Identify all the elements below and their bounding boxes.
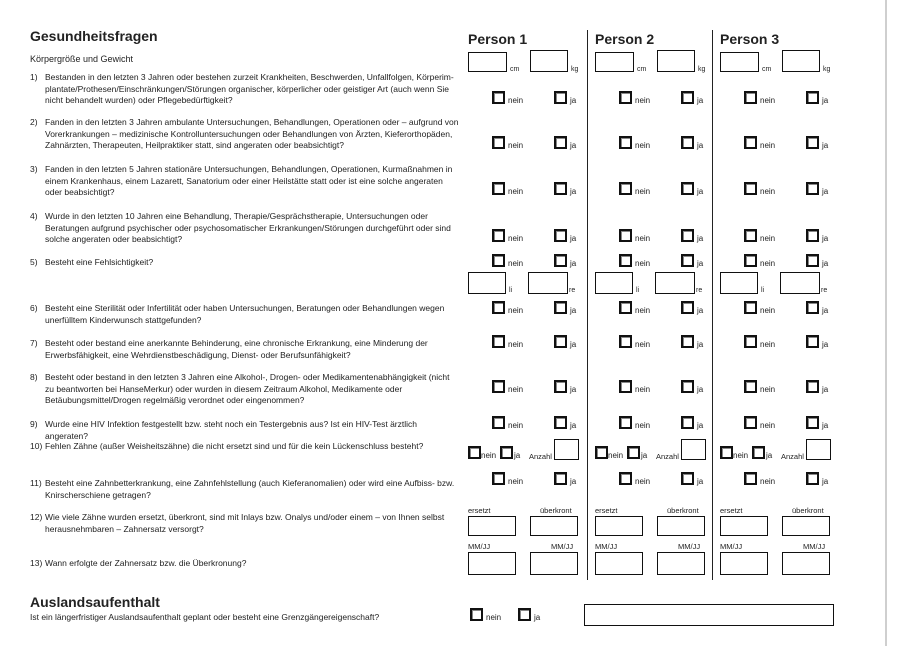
person-3-ueberkront-field[interactable] <box>782 516 830 536</box>
person-1-ersetzt-field[interactable] <box>468 516 516 536</box>
person-3-row-10-nein-label: nein <box>760 477 776 486</box>
person-1-li-unit: li <box>509 287 513 294</box>
question-number: 7) <box>30 338 38 348</box>
person-1-row-2-ja-checkbox[interactable] <box>554 136 567 149</box>
person-1-row-3-nein-checkbox[interactable] <box>492 182 505 195</box>
abroad-details-field[interactable] <box>584 604 834 626</box>
person-1-anzahl-label: Anzahl <box>529 452 552 461</box>
person-1-row-1-nein-checkbox[interactable] <box>492 91 505 104</box>
question-text: Besteht eine Fehlsichtigkeit? <box>45 257 154 267</box>
person-3-row-10-ja-label: ja <box>822 477 829 486</box>
person-3-row-8-nein-checkbox[interactable] <box>744 380 757 393</box>
person-1-ueberkront-label: überkront <box>540 506 572 515</box>
person-2-row-4-nein-checkbox[interactable] <box>619 229 632 242</box>
person-1-row-5-nein-label: nein <box>508 259 524 268</box>
person-2-cm-unit: cm <box>637 66 647 73</box>
person-3-li-unit: li <box>761 287 765 294</box>
person-2-row-8-ja-checkbox[interactable] <box>681 380 694 393</box>
person-1-cm-unit: cm <box>510 66 520 73</box>
person-3-row-3-nein-checkbox[interactable] <box>744 182 757 195</box>
person-1-row-1-nein-label: nein <box>508 96 524 105</box>
person-3-height-field[interactable] <box>720 52 759 72</box>
person-1-row-1-ja-label: ja <box>570 96 577 105</box>
person-1-teeth-ja-label: ja <box>514 451 521 460</box>
person-2-teeth-nein-checkbox[interactable] <box>595 446 608 459</box>
person-1-height-field[interactable] <box>468 52 507 72</box>
person-1-mmjj-label-left: MM/JJ <box>468 542 491 551</box>
person-3-row-10-nein-checkbox[interactable] <box>744 472 757 485</box>
person-2-row-6-ja-label: ja <box>697 306 704 315</box>
person-3-cm-unit: cm <box>762 66 772 73</box>
person-2-row-10-nein-label: nein <box>635 477 651 486</box>
person-1-anzahl-field[interactable] <box>554 439 579 460</box>
person-3-row-5-nein-checkbox[interactable] <box>744 254 757 267</box>
question-number: 3) <box>30 164 38 174</box>
person-2-row-7-nein-checkbox[interactable] <box>619 335 632 348</box>
question-text: Wann erfolgte der Zahnersatz bzw. die Überkronung? <box>45 558 247 568</box>
person-1-eye-left-field[interactable] <box>468 272 506 294</box>
person-2-row-1-ja-checkbox[interactable] <box>681 91 694 104</box>
question-text: Besteht oder bestand eine anerkannte Behinderung, eine chronische Erkrankung, eine Minderung der Erwerbsfähigkeit, eine Wehrdienstbeschädigung, Dienst- oder Berufsunfähigkeit? <box>45 338 428 360</box>
question-text: Bestanden in den letzten 3 Jahren oder bestehen zurzeit Krankheiten, Beschwerden, Unfallfolgen, Körperim-plantate/Prothesen/Einschränkungen/Störungen organischer, körperlicher oder geistiger Art (auch wenn Sie nicht behandelt wurden) oder Pflegebedürftigkeit? <box>45 72 454 105</box>
person-3-teeth-nein-label: nein <box>733 451 749 460</box>
person-2-row-3-ja-label: ja <box>697 187 704 196</box>
person-1-row-4-nein-checkbox[interactable] <box>492 229 505 242</box>
question-number: 12) <box>30 512 43 522</box>
person-3-date-right-field[interactable] <box>782 552 830 575</box>
page-edge <box>885 0 887 646</box>
person-3-row-9-nein-checkbox[interactable] <box>744 416 757 429</box>
person-2-row-9-ja-checkbox[interactable] <box>681 416 694 429</box>
person-1-row-7-ja-label: ja <box>570 340 577 349</box>
person-1-row-8-ja-label: ja <box>570 385 577 394</box>
question-text: Besteht oder bestand in den letzten 3 Jahren eine Alkohol-, Drogen- oder Medikamentenabhängigkeit (nicht zu beantworten bei HanseMerkur) oder wurden in diesem Zeitraum Alkohol, Medikamente oder Betäubungsmittel/Drogen regelmäßig verordnet oder eingenommen? <box>45 372 450 405</box>
person-1-row-6-nein-label: nein <box>508 306 524 315</box>
person-3-row-7-ja-label: ja <box>822 340 829 349</box>
person-2-row-9-nein-label: nein <box>635 421 651 430</box>
person-1-mmjj-label-right: MM/JJ <box>551 542 574 551</box>
question-text: Wie viele Zähne wurden ersetzt, überkront, sind mit Inlays bzw. Onalys und/oder einem – von Ihnen selbst herausnehmbaren – Zahnersatz versorgt? <box>45 512 445 534</box>
person-3-row-1-ja-checkbox[interactable] <box>806 91 819 104</box>
question-number: 13) <box>30 558 43 568</box>
person-2-row-6-nein-label: nein <box>635 306 651 315</box>
person-3-row-6-nein-label: nein <box>760 306 776 315</box>
person-2-row-10-ja-checkbox[interactable] <box>681 472 694 485</box>
person-1-row-7-nein-label: nein <box>508 340 524 349</box>
person-3-ersetzt-label: ersetzt <box>720 506 743 515</box>
person-3-re-unit: re <box>821 287 828 294</box>
person-1-row-4-nein-label: nein <box>508 234 524 243</box>
person-3-teeth-ja-checkbox[interactable] <box>752 446 765 459</box>
person-3-row-5-nein-label: nein <box>760 259 776 268</box>
abroad-question: Ist ein längerfristiger Auslandsaufenthalt geplant oder besteht eine Grenzgängereigenschaft? <box>30 612 380 622</box>
person-2-li-unit: li <box>636 287 640 294</box>
question-text: Fanden in den letzten 5 Jahren stationäre Untersuchungen, Behandlungen, Operationen, Kurmaßnahmen in einem Krankenhaus, einem Lazarett, Sanatorium oder einer Heilstätte statt oder ist eine solche angeraten oder beabsichtigt? <box>45 164 453 197</box>
abroad-nein-checkbox[interactable] <box>470 608 483 621</box>
question-text: Wurde eine HIV Infektion festgestellt bzw. steht noch ein Testergebnis aus? Ist ein HIV-Test ärztlich angeraten? <box>45 419 417 441</box>
person-2-ersetzt-label: ersetzt <box>595 506 618 515</box>
abroad-nein-label: nein <box>486 613 502 622</box>
person-1-row-1-ja-checkbox[interactable] <box>554 91 567 104</box>
person-3-row-3-ja-label: ja <box>822 187 829 196</box>
question-number: 1) <box>30 72 38 82</box>
person-2-row-5-nein-checkbox[interactable] <box>619 254 632 267</box>
person-1-row-8-nein-label: nein <box>508 385 524 394</box>
person-2-row-8-nein-checkbox[interactable] <box>619 380 632 393</box>
person-1-row-9-ja-label: ja <box>570 421 577 430</box>
person-2-kg-unit: kg <box>698 66 706 73</box>
person-2-teeth-ja-checkbox[interactable] <box>627 446 640 459</box>
person-1-row-2-ja-label: ja <box>570 141 577 150</box>
person-2-row-2-nein-label: nein <box>635 141 651 150</box>
person-3-mmjj-label-left: MM/JJ <box>720 542 743 551</box>
person-3-row-6-nein-checkbox[interactable] <box>744 301 757 314</box>
person-2-row-2-nein-checkbox[interactable] <box>619 136 632 149</box>
person-3-row-7-ja-checkbox[interactable] <box>806 335 819 348</box>
person-2-row-9-nein-checkbox[interactable] <box>619 416 632 429</box>
person-3-mmjj-label-right: MM/JJ <box>803 542 826 551</box>
person-3-ueberkront-label: überkront <box>792 506 824 515</box>
person-2-eye-left-field[interactable] <box>595 272 633 294</box>
person-2-row-7-ja-label: ja <box>697 340 704 349</box>
person-1-teeth-ja-checkbox[interactable] <box>500 446 513 459</box>
question-text: Wurde in den letzten 10 Jahren eine Behandlung, Therapie/Gesprächstherapie, Untersuchungen oder Beratungen aufgrund psychischer oder psychosomatischer Erkrankungen/Störungen durchgeführt oder sind solche angeraten oder beabsichtigt? <box>45 211 451 244</box>
person-2-row-1-nein-checkbox[interactable] <box>619 91 632 104</box>
person-1-row-6-ja-label: ja <box>570 306 577 315</box>
person-1-row-5-nein-checkbox[interactable] <box>492 254 505 267</box>
person-3-row-1-nein-checkbox[interactable] <box>744 91 757 104</box>
person-2-height-field[interactable] <box>595 52 634 72</box>
person-1-row-8-ja-checkbox[interactable] <box>554 380 567 393</box>
question-text: Besteht eine Zahnbetterkrankung, eine Zahnfehlstellung (auch Kieferanomalien) oder wird eine Aufbiss- bzw. Knirscherschiene getragen? <box>45 478 455 500</box>
person-2-ueberkront-label: überkront <box>667 506 699 515</box>
person-1-re-unit: re <box>569 287 576 294</box>
person-2-teeth-nein-label: nein <box>608 451 624 460</box>
person-2-row-4-ja-checkbox[interactable] <box>681 229 694 242</box>
person-3-kg-unit: kg <box>823 66 831 73</box>
person-3-row-2-ja-checkbox[interactable] <box>806 136 819 149</box>
person-1-eye-right-field[interactable] <box>528 272 568 294</box>
person-1-weight-field[interactable] <box>530 50 568 72</box>
person-1-row-2-nein-checkbox[interactable] <box>492 136 505 149</box>
question-number: 2) <box>30 117 38 127</box>
person-2-row-7-ja-checkbox[interactable] <box>681 335 694 348</box>
person-2-ersetzt-field[interactable] <box>595 516 643 536</box>
person-2-date-right-field[interactable] <box>657 552 705 575</box>
person-3-row-2-ja-label: ja <box>822 141 829 150</box>
abroad-ja-label: ja <box>534 613 541 622</box>
person-3-date-left-field[interactable] <box>720 552 768 575</box>
abroad-ja-checkbox[interactable] <box>518 608 531 621</box>
person-3-row-5-ja-checkbox[interactable] <box>806 254 819 267</box>
person-2-row-8-nein-label: nein <box>635 385 651 394</box>
person-2-row-3-ja-checkbox[interactable] <box>681 182 694 195</box>
person-1-header: Person 1 <box>468 31 528 47</box>
person-1-row-2-nein-label: nein <box>508 141 524 150</box>
person-1-row-10-nein-checkbox[interactable] <box>492 472 505 485</box>
abroad-title: Auslandsaufenthalt <box>30 594 160 610</box>
person-3-row-1-ja-label: ja <box>822 96 829 105</box>
person-2-ueberkront-field[interactable] <box>657 516 705 536</box>
person-2-row-3-nein-checkbox[interactable] <box>619 182 632 195</box>
person-1-date-right-field[interactable] <box>530 552 578 575</box>
person-2-re-unit: re <box>696 287 703 294</box>
column-divider <box>587 30 588 580</box>
person-1-teeth-nein-label: nein <box>481 451 497 460</box>
person-3-row-2-nein-label: nein <box>760 141 776 150</box>
person-3-row-7-nein-label: nein <box>760 340 776 349</box>
question-number: 11) <box>30 478 42 488</box>
person-2-row-2-ja-checkbox[interactable] <box>681 136 694 149</box>
person-3-row-9-ja-checkbox[interactable] <box>806 416 819 429</box>
person-1-teeth-nein-checkbox[interactable] <box>468 446 481 459</box>
person-3-row-4-ja-label: ja <box>822 234 829 243</box>
person-2-header: Person 2 <box>595 31 655 47</box>
person-3-row-8-nein-label: nein <box>760 385 776 394</box>
person-1-row-3-nein-label: nein <box>508 187 524 196</box>
person-1-row-3-ja-label: ja <box>570 187 577 196</box>
person-3-row-6-ja-checkbox[interactable] <box>806 301 819 314</box>
question-text: Fehlen Zähne (außer Weisheitszähne) die nicht ersetzt sind und für die kein Lückenschluss besteht? <box>45 441 424 451</box>
person-1-row-7-ja-checkbox[interactable] <box>554 335 567 348</box>
person-3-weight-field[interactable] <box>782 50 820 72</box>
person-3-row-10-ja-checkbox[interactable] <box>806 472 819 485</box>
person-3-row-7-nein-checkbox[interactable] <box>744 335 757 348</box>
person-3-anzahl-field[interactable] <box>806 439 831 460</box>
person-3-teeth-nein-checkbox[interactable] <box>720 446 733 459</box>
person-3-row-1-nein-label: nein <box>760 96 776 105</box>
person-1-row-4-ja-checkbox[interactable] <box>554 229 567 242</box>
person-2-row-2-ja-label: ja <box>697 141 704 150</box>
height-weight-label: Körpergröße und Gewicht <box>30 54 134 64</box>
person-1-row-8-nein-checkbox[interactable] <box>492 380 505 393</box>
question-number: 9) <box>30 419 38 429</box>
person-3-teeth-ja-label: ja <box>766 451 773 460</box>
person-2-row-4-nein-label: nein <box>635 234 651 243</box>
question-text: Besteht eine Sterilität oder Infertilität oder haben Untersuchungen, Beratungen oder Behandlungen wegen unerfülltem Kinderwunsch stattgefunden? <box>45 303 445 325</box>
person-1-row-10-ja-label: ja <box>570 477 577 486</box>
column-divider <box>712 30 713 580</box>
question-number: 10) <box>30 441 43 451</box>
person-2-weight-field[interactable] <box>657 50 695 72</box>
person-1-row-10-nein-label: nein <box>508 477 524 486</box>
person-2-row-5-nein-label: nein <box>635 259 651 268</box>
question-text: Fanden in den letzten 3 Jahren ambulante Untersuchungen, Behandlungen, Operationen oder – aufgrund von Vorerkrankungen – medizinische Kontrolluntersuchungen oder Behandlungen von Ärzten, Kieferorthopäden, Zahnärzten, Therapeuten, Heilpraktiker statt, sind angeraten oder beabsichtigt? <box>45 117 459 150</box>
person-1-kg-unit: kg <box>571 66 579 73</box>
person-2-row-1-ja-label: ja <box>697 96 704 105</box>
person-1-row-10-ja-checkbox[interactable] <box>554 472 567 485</box>
person-3-row-9-nein-label: nein <box>760 421 776 430</box>
person-3-row-6-ja-label: ja <box>822 306 829 315</box>
person-2-anzahl-field[interactable] <box>681 439 706 460</box>
person-2-row-9-ja-label: ja <box>697 421 704 430</box>
question-number: 6) <box>30 303 38 313</box>
person-1-row-7-nein-checkbox[interactable] <box>492 335 505 348</box>
person-3-row-2-nein-checkbox[interactable] <box>744 136 757 149</box>
person-3-row-3-nein-label: nein <box>760 187 776 196</box>
person-3-row-4-nein-checkbox[interactable] <box>744 229 757 242</box>
person-2-teeth-ja-label: ja <box>641 451 648 460</box>
person-2-row-10-ja-label: ja <box>697 477 704 486</box>
person-3-anzahl-label: Anzahl <box>781 452 804 461</box>
person-1-date-left-field[interactable] <box>468 552 516 575</box>
person-2-row-3-nein-label: nein <box>635 187 651 196</box>
person-3-eye-right-field[interactable] <box>780 272 820 294</box>
person-3-row-9-ja-label: ja <box>822 421 829 430</box>
person-3-row-4-nein-label: nein <box>760 234 776 243</box>
person-1-row-9-ja-checkbox[interactable] <box>554 416 567 429</box>
person-1-row-6-nein-checkbox[interactable] <box>492 301 505 314</box>
person-1-row-5-ja-checkbox[interactable] <box>554 254 567 267</box>
person-1-ersetzt-label: ersetzt <box>468 506 491 515</box>
person-3-row-4-ja-checkbox[interactable] <box>806 229 819 242</box>
person-2-anzahl-label: Anzahl <box>656 452 679 461</box>
person-2-row-8-ja-label: ja <box>697 385 704 394</box>
person-1-row-3-ja-checkbox[interactable] <box>554 182 567 195</box>
person-1-row-4-ja-label: ja <box>570 234 577 243</box>
person-3-header: Person 3 <box>720 31 780 47</box>
person-3-row-8-ja-label: ja <box>822 385 829 394</box>
person-3-eye-left-field[interactable] <box>720 272 758 294</box>
person-2-row-6-ja-checkbox[interactable] <box>681 301 694 314</box>
person-1-row-6-ja-checkbox[interactable] <box>554 301 567 314</box>
person-2-row-1-nein-label: nein <box>635 96 651 105</box>
person-3-row-8-ja-checkbox[interactable] <box>806 380 819 393</box>
person-2-mmjj-label-right: MM/JJ <box>678 542 701 551</box>
person-2-row-7-nein-label: nein <box>635 340 651 349</box>
person-2-eye-right-field[interactable] <box>655 272 695 294</box>
person-2-mmjj-label-left: MM/JJ <box>595 542 618 551</box>
question-number: 5) <box>30 257 38 267</box>
question-number: 8) <box>30 372 38 382</box>
person-3-row-5-ja-label: ja <box>822 259 829 268</box>
person-2-row-4-ja-label: ja <box>697 234 704 243</box>
person-1-ueberkront-field[interactable] <box>530 516 578 536</box>
person-1-row-9-nein-label: nein <box>508 421 524 430</box>
person-2-row-6-nein-checkbox[interactable] <box>619 301 632 314</box>
person-2-row-10-nein-checkbox[interactable] <box>619 472 632 485</box>
person-2-row-5-ja-checkbox[interactable] <box>681 254 694 267</box>
person-1-row-9-nein-checkbox[interactable] <box>492 416 505 429</box>
question-number: 4) <box>30 211 38 221</box>
person-2-date-left-field[interactable] <box>595 552 643 575</box>
person-3-ersetzt-field[interactable] <box>720 516 768 536</box>
person-3-row-3-ja-checkbox[interactable] <box>806 182 819 195</box>
person-1-row-5-ja-label: ja <box>570 259 577 268</box>
page-title: Gesundheitsfragen <box>30 28 158 44</box>
person-2-row-5-ja-label: ja <box>697 259 704 268</box>
